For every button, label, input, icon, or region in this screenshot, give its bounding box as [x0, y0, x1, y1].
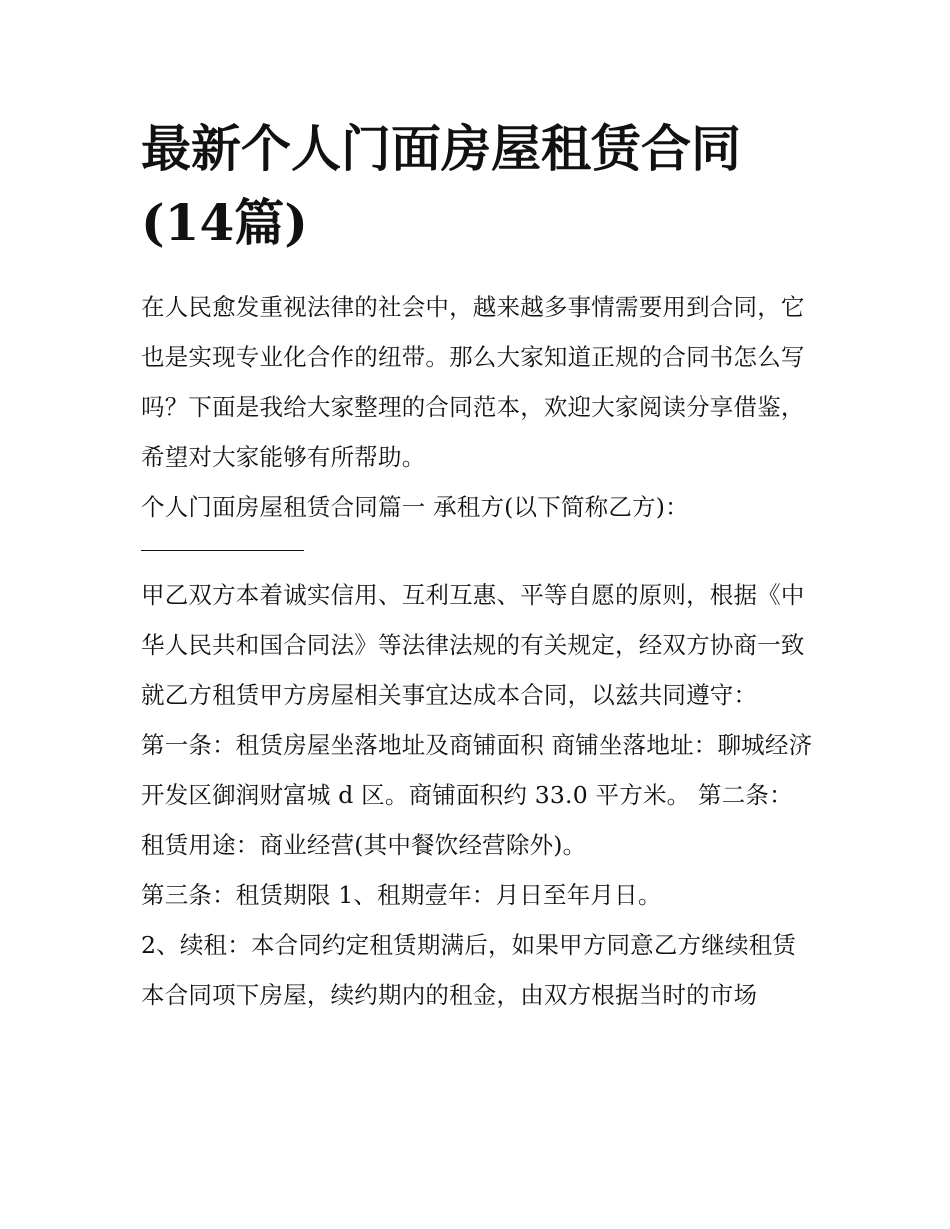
- document-title: 最新个人门面房屋租赁合同(14篇): [141, 119, 741, 252]
- document-page: [141, 112, 813, 1020]
- renewal-paragraph: 2、续租：本合同约定租赁期满后，如果甲方同意乙方继续租赁本合同项下房屋，续约期内的租金，由双方根据当时的市场: [141, 931, 797, 1009]
- article-one-paragraph: 第一条：租赁房屋坐落地址及商铺面积 商铺坐落地址：聊城经济开发区御润财富城 d 区。商铺面积约 33.0 平方米。 第二条：租赁用途：商业经营(其中餐饮经营除外)。: [141, 731, 813, 859]
- principle-paragraph: 甲乙双方本着诚实信用、互利互惠、平等自愿的原则，根据《中华人民共和国合同法》等法律法规的有关规定，经双方协商一致就乙方租赁甲方房屋相关事宜达成本合同，以兹共同遵守：: [141, 581, 805, 709]
- article-three-paragraph: 第三条：租赁期限 1、租期壹年：月日至年月日。: [141, 881, 662, 909]
- section-heading-paragraph: 个人门面房屋租赁合同篇一 承租方(以下简称乙方)：: [141, 493, 689, 521]
- intro-paragraph: 在人民愈发重视法律的社会中，越来越多事情需要用到合同，它也是实现专业化合作的纽带。那么大家知道正规的合同书怎么写吗？下面是我给大家整理的合同范本，欢迎大家阅读分享借鉴，希望对大家能够有所帮助。: [141, 293, 805, 471]
- fill-in-blank-line: [141, 501, 304, 551]
